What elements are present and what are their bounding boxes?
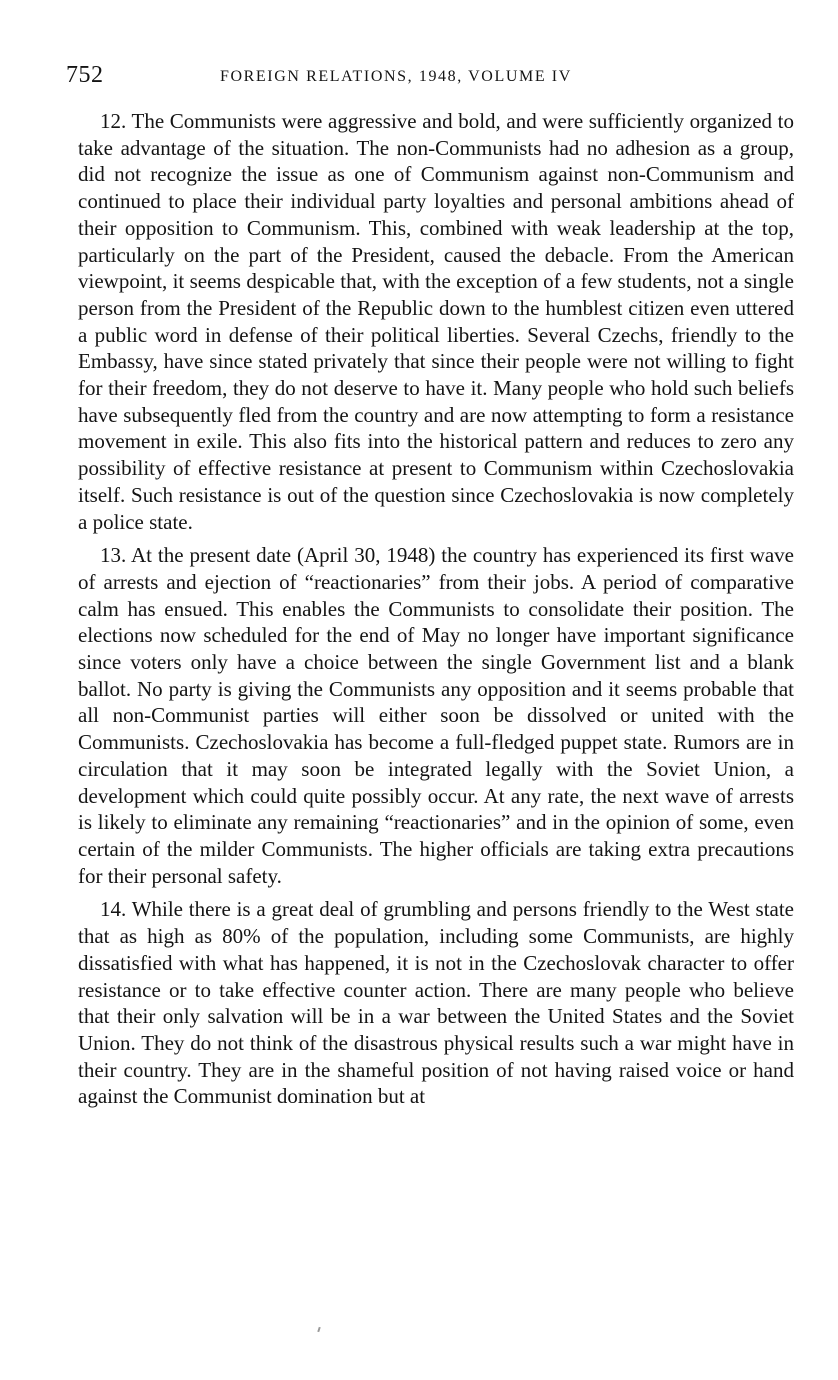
paragraph-12 [78,108,794,535]
paragraph-text: At the present date (April 30, 1948) the country has experienced its first wave of arrests and ejection of “reactionaries” from their jobs. A period of comparative calm has ensued. This enables the Communists to consolidate their position. The elections now scheduled for the end of May no longer have important significance since voters only have a choice between the single Government list and a blank ballot. No party is giving the Communists any opposition and it seems probable that all non-Communist parties will either soon be dissolved or united with the Communists. Czechoslovakia has become a full-fledged puppet state. Rumors are in circulation that it may soon be integrated legally with the Soviet Union, a development which could quite possibly occur. At any rate, the next wave of arrests is likely to eliminate any remaining “reactionaries” and in the opinion of some, even certain of the milder Communists. The higher officials are taking extra precautions for their personal safety. [78,543,794,888]
paragraph-text: While there is a great deal of grumbling and persons friendly to the West state that as high as 80% of the population, including some Communists, are highly dissatisfied with what has happened, it is not in the Czechoslovak character to offer resistance or to take effective counter action. There are many people who believe that their only salvation will be in a war between the United States and the Soviet Union. They do not think of the disastrous physical results such a war might have in their country. They are in the shameful position of not having raised voice or hand against the Communist domination but at [78,897,795,1109]
paragraph-14 [78,896,794,1110]
paragraph-number: 14. [100,897,127,922]
page-number: 752 [66,62,104,88]
running-head: FOREIGN RELATIONS, 1948, VOLUME IV [220,68,572,85]
paragraph-text: The Communists were aggressive and bold, and were sufficiently organized to take advantage of the situation. The non-Communists had no adhesion as a group, did not recognize the issue as one of Communism against non-Communism and continued to place their individual party loyalties and personal ambitions ahead of their opposition to Communism. This, combined with weak leadership at the top, particularly on the part of the President, caused the debacle. From the American viewpoint, it seems despicable that, with the exception of a few students, not a single person from the President of the Republic down to the humblest citizen even uttered a public word in defense of their political liberties. Several Czechs, friendly to the Embassy, have since stated privately that since their people were not willing to fight for their freedom, they do not deserve to have it. Many people who hold such beliefs have subsequently fled from the country and are now attempting to form a resistance movement in exile. This also fits into the historical pattern and reduces to zero any possibility of effective resistance at present to Communism within Czechoslovakia itself. Such resistance is out of the question since Czechoslovakia is now completely a police state. [78,109,794,534]
paragraph-13 [78,542,794,889]
paragraph-number: 13. [100,543,127,568]
paragraph-number: 12. [100,109,127,133]
scan-speck [317,1327,320,1332]
body-text [78,108,794,1117]
page-header [66,62,794,94]
